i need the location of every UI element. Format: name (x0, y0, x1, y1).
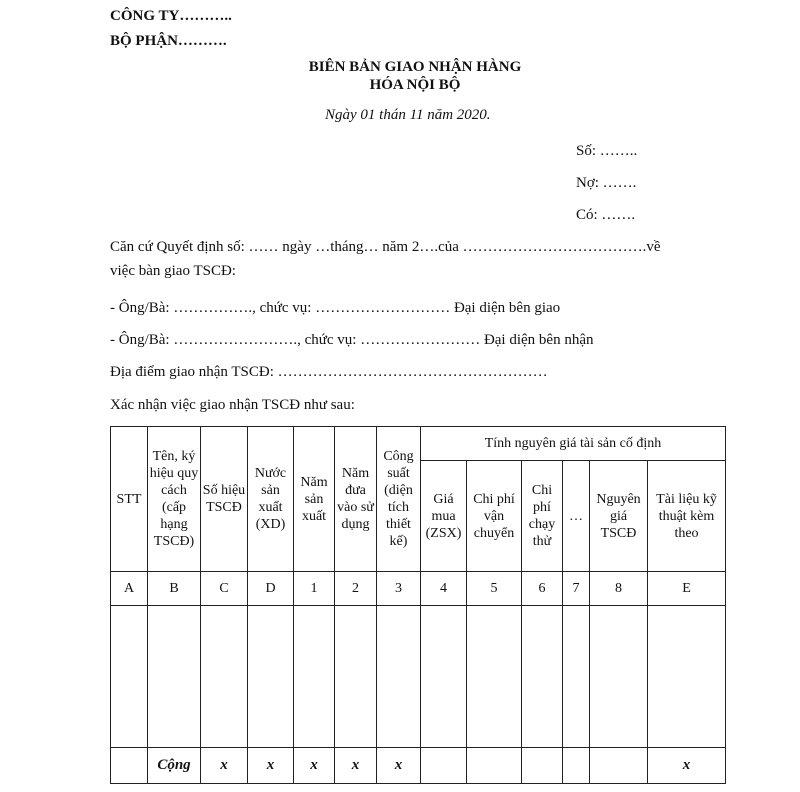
col-purchase-price: Giá mua (ZSX) (421, 461, 467, 572)
total-label: Cộng (148, 748, 201, 784)
col-tech-docs: Tài liệu kỹ thuật kèm theo (648, 461, 726, 572)
x-mark: x (248, 748, 294, 784)
col-stt: STT (111, 427, 148, 572)
col-original-cost: Nguyên giá TSCĐ (590, 461, 648, 572)
col-year-made: Năm sản xuất (294, 427, 335, 572)
ref-so: Số: …….. (576, 143, 638, 159)
ref-no: Nợ: ……. (576, 175, 637, 191)
code-cell: 6 (522, 572, 563, 606)
x-mark: x (335, 748, 377, 784)
empty-cell (467, 748, 522, 784)
col-year-used: Năm đưa vào sử dụng (335, 427, 377, 572)
body-line-location: Địa điểm giao nhận TSCĐ: ……………………………………………… (110, 364, 548, 380)
document-title-line1: BIÊN BẢN GIAO NHẬN HÀNG (308, 59, 522, 75)
x-mark: x (294, 748, 335, 784)
empty-cell (421, 606, 467, 748)
empty-cell (294, 606, 335, 748)
x-mark: x (201, 748, 248, 784)
code-cell: D (248, 572, 294, 606)
empty-cell (421, 748, 467, 784)
table-code-row (111, 572, 726, 606)
empty-cell (148, 606, 201, 748)
col-asset-name: Tên, ký hiệu quy cách (cấp hạng TSCĐ) (148, 427, 201, 572)
code-cell: 5 (467, 572, 522, 606)
col-country: Nước sản xuất (XD) (248, 427, 294, 572)
col-trial-cost: Chi phí chạy thử (522, 461, 563, 572)
code-cell: 8 (590, 572, 648, 606)
col-capacity: Công suất (diện tích thiết kế) (377, 427, 421, 572)
empty-cell (648, 606, 726, 748)
table-total-row (111, 748, 726, 784)
empty-cell (522, 748, 563, 784)
x-mark: x (377, 748, 421, 784)
col-ellipsis: … (563, 461, 590, 572)
group-header-cost: Tính nguyên giá tài sản cố định (421, 427, 726, 461)
empty-cell (590, 748, 648, 784)
asset-table (110, 426, 726, 784)
code-cell: 2 (335, 572, 377, 606)
empty-cell (590, 606, 648, 748)
code-cell: A (111, 572, 148, 606)
x-mark: x (648, 748, 726, 784)
body-line-sender: - Ông/Bà: ……………., chức vụ: ……………………… Đại diện bên giao (110, 300, 561, 316)
code-cell: 1 (294, 572, 335, 606)
empty-cell (201, 606, 248, 748)
col-asset-number: Số hiệu TSCĐ (201, 427, 248, 572)
company-name: CÔNG TY……….. (110, 8, 232, 24)
ref-co: Có: ……. (576, 207, 636, 223)
code-cell: 3 (377, 572, 421, 606)
code-cell: 4 (421, 572, 467, 606)
body-line-confirm: Xác nhận việc giao nhận TSCĐ như sau: (110, 397, 355, 413)
empty-cell (248, 606, 294, 748)
table-header-row (111, 427, 726, 461)
code-cell: B (148, 572, 201, 606)
department-name: BỘ PHẬN………. (110, 33, 227, 49)
body-line-receiver: - Ông/Bà: ……………………., chức vụ: …………………… Đại diện bên nhận (110, 332, 594, 348)
empty-cell (563, 748, 590, 784)
col-transport-cost: Chi phí vận chuyển (467, 461, 522, 572)
document-title-line2: HÓA NỘI BỘ (369, 77, 461, 93)
table-body-row (111, 606, 726, 748)
body-line-handover: việc bàn giao TSCĐ: (110, 263, 236, 279)
empty-cell (563, 606, 590, 748)
body-line-decision: Căn cứ Quyết định số: …… ngày …tháng… năm 2….của ……………………………….về (110, 239, 661, 255)
empty-cell (377, 606, 421, 748)
code-cell: C (201, 572, 248, 606)
document-date: Ngày 01 thán 11 năm 2020. (325, 107, 491, 123)
empty-cell (111, 606, 148, 748)
empty-cell (467, 606, 522, 748)
empty-cell (111, 748, 148, 784)
empty-cell (522, 606, 563, 748)
code-cell: E (648, 572, 726, 606)
empty-cell (335, 606, 377, 748)
code-cell: 7 (563, 572, 590, 606)
